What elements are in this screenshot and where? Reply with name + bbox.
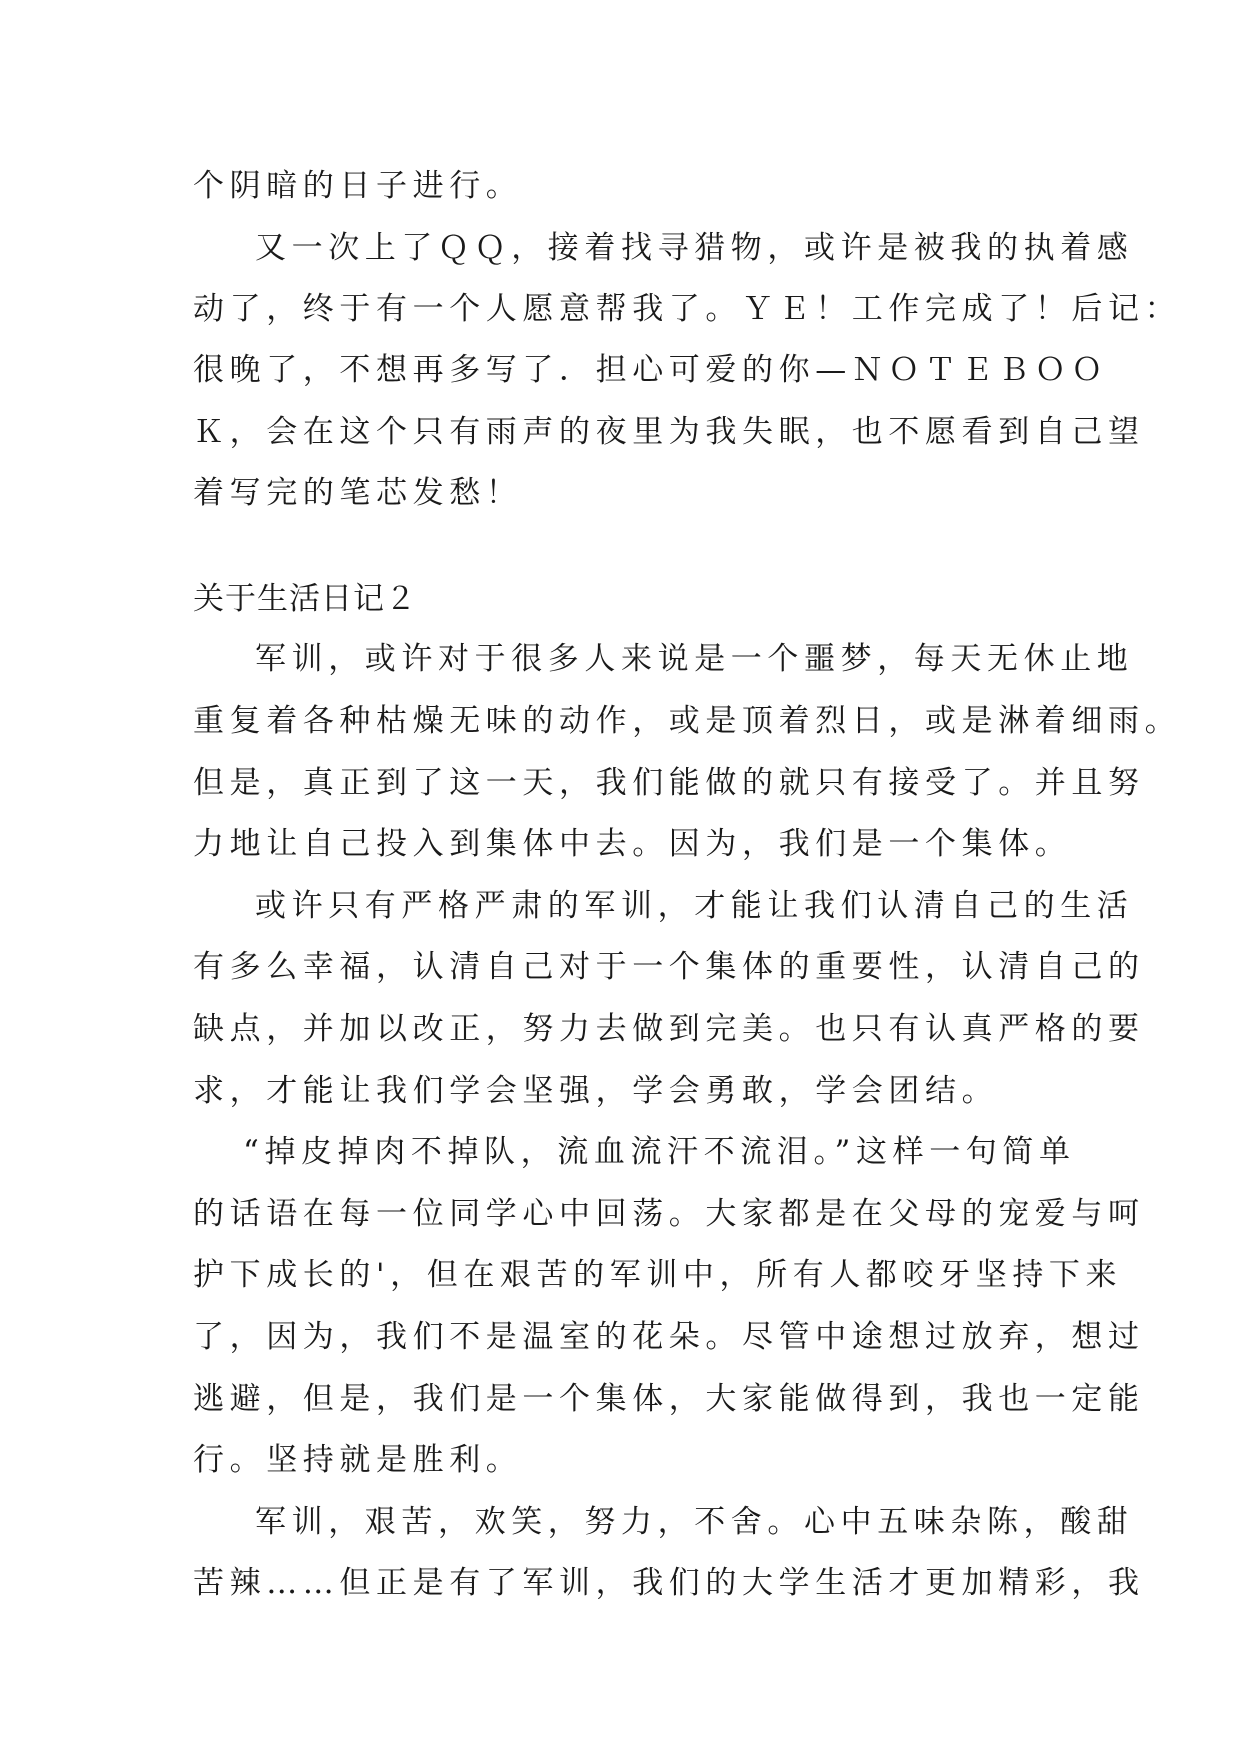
text-line: 着写完的笔芯发愁！ xyxy=(193,475,523,511)
text-line: 动了，终于有一个人愿意帮我了。ＹＥ！工作完成了！后记： xyxy=(193,291,1182,327)
text-line: “掉皮掉肉不掉队，流血流汗不流泪。”这样一句简单 xyxy=(243,1134,1076,1170)
text-line: 或许只有严格严肃的军训，才能让我们认清自己的生活 xyxy=(255,888,1134,924)
text-line: 逃避，但是，我们是一个集体，大家能做得到，我也一定能 xyxy=(193,1381,1145,1417)
text-line: 的话语在每一位同学心中回荡。大家都是在父母的宠爱与呵 xyxy=(193,1196,1145,1232)
text-line: 护下成长的'，但在艰苦的军训中，所有人都咬牙坚持下来 xyxy=(193,1257,1123,1293)
text-line: 苦辣……但正是有了军训，我们的大学生活才更加精彩，我 xyxy=(193,1565,1145,1601)
text-line: 又一次上了ＱＱ，接着找寻猎物，或许是被我的执着感 xyxy=(255,230,1134,266)
text-line: 求，才能让我们学会坚强，学会勇敢，学会团结。 xyxy=(193,1073,999,1109)
text-line: 个阴暗的日子进行。 xyxy=(193,168,523,204)
text-line: 军训，艰苦，欢笑，努力，不舍。心中五味杂陈，酸甜 xyxy=(255,1504,1134,1540)
section-heading: 关于生活日记２ xyxy=(193,581,417,617)
text-line: 重复着各种枯燥无味的动作，或是顶着烈日，或是淋着细雨。 xyxy=(193,703,1182,739)
text-line: 缺点，并加以改正，努力去做到完美。也只有认真严格的要 xyxy=(193,1011,1145,1047)
text-line: Ｋ，会在这个只有雨声的夜里为我失眠，也不愿看到自己望 xyxy=(193,414,1145,450)
text-line: 有多么幸福，认清自己对于一个集体的重要性，认清自己的 xyxy=(193,949,1145,985)
text-line: 了，因为，我们不是温室的花朵。尽管中途想过放弃，想过 xyxy=(193,1319,1145,1355)
text-line: 军训，或许对于很多人来说是一个噩梦，每天无休止地 xyxy=(255,641,1134,677)
text-line: 但是，真正到了这一天，我们能做的就只有接受了。并且努 xyxy=(193,765,1145,801)
text-line: 很晚了，不想再多写了．担心可爱的你—ＮＯＴＥＢＯＯ xyxy=(193,352,1108,388)
text-line: 行。坚持就是胜利。 xyxy=(193,1442,523,1478)
text-line: 力地让自己投入到集体中去。因为，我们是一个集体。 xyxy=(193,826,1072,862)
